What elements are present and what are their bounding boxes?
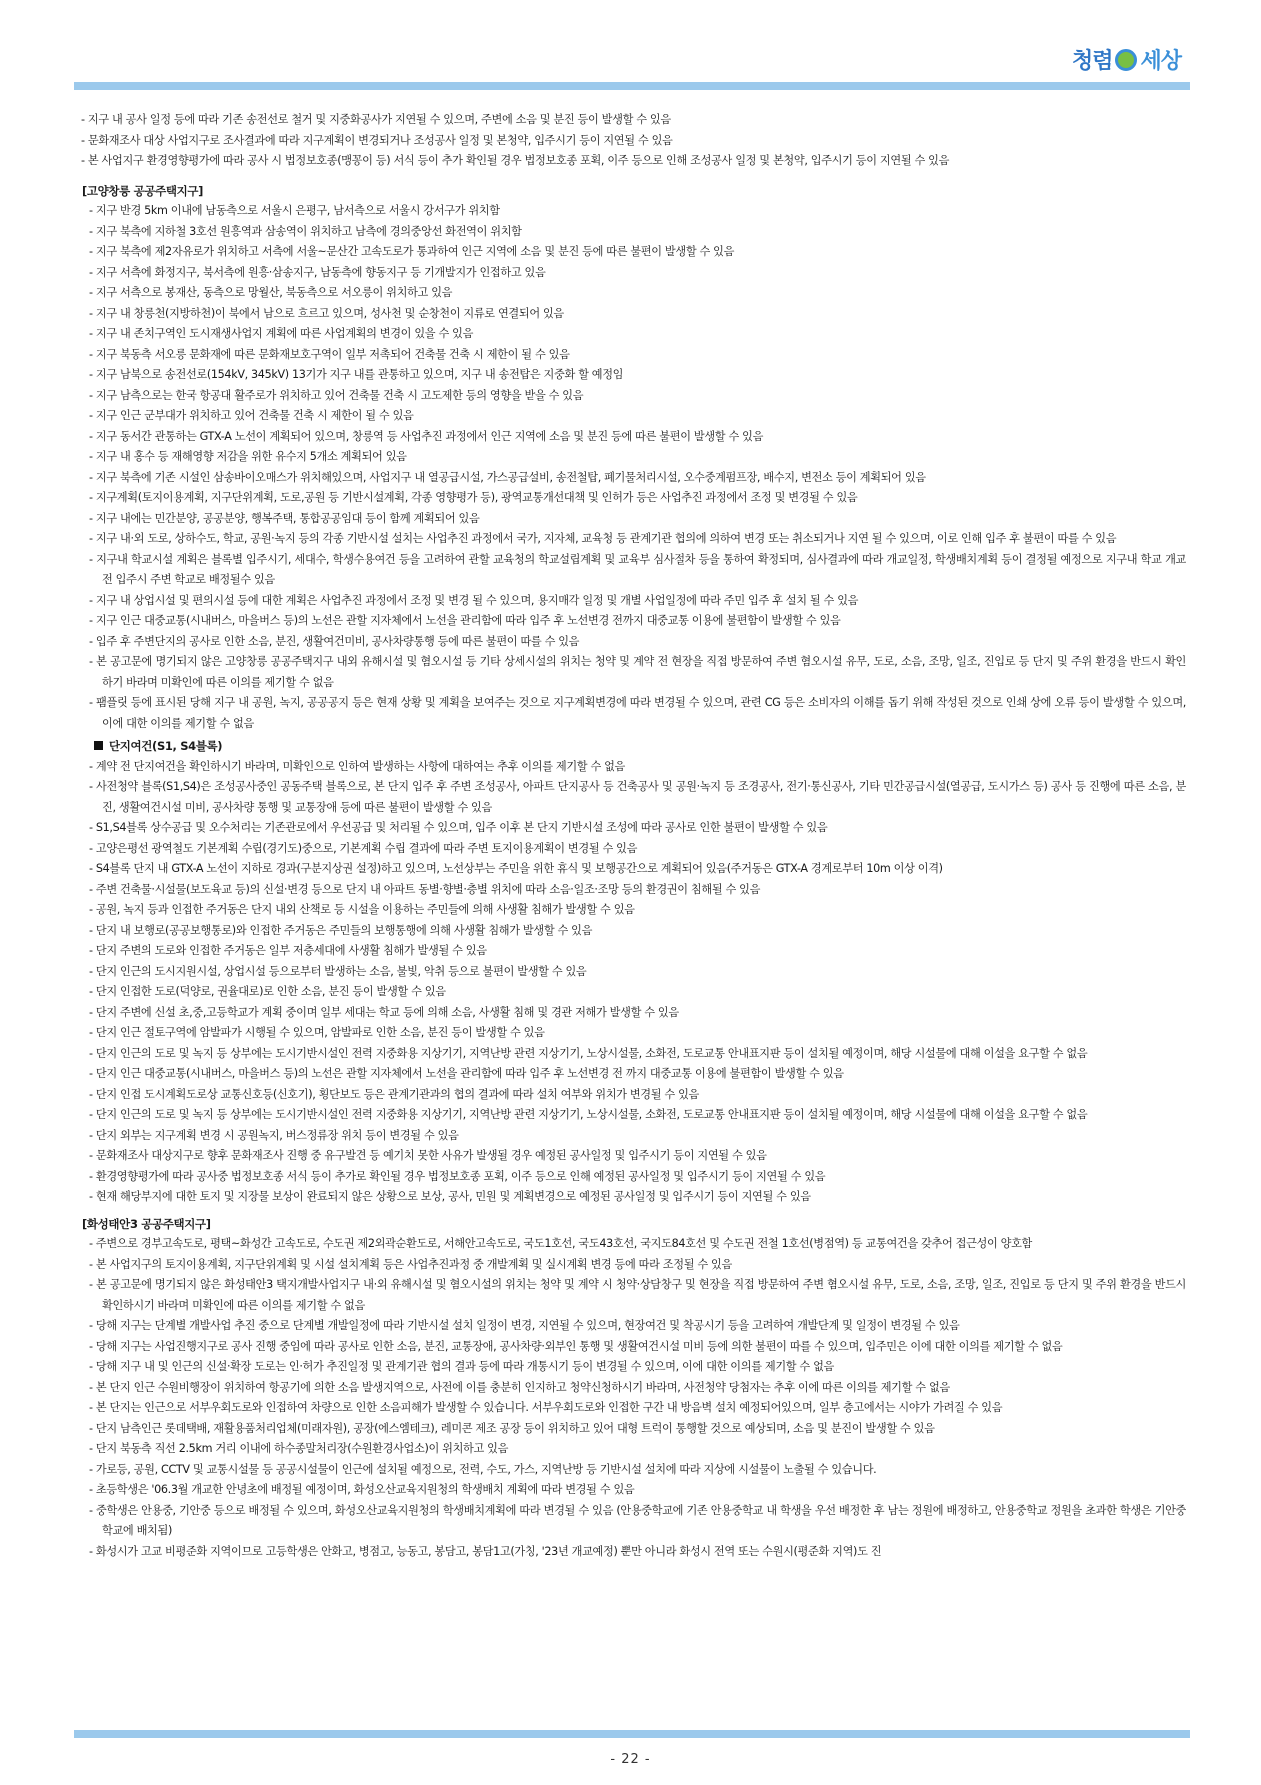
list-item: - 팸플릿 등에 표시된 당해 지구 내 공원, 녹지, 공공공지 등은 현재 상황 및 계획을 보여주는 것으로 지구계획변경에 따라 변경될 수 있으며, 관련 CG 등은 소비자의 이해를 돕기 위해 작성된 것으로 인쇄 상에 오류 등이 발생할 수 있으며, 이에 대한 이의를 제기할 수 없음 [89, 696, 1186, 730]
list-item: - 지구 동서간 관통하는 GTX-A 노선이 계획되어 있으며, 창릉역 등 사업추진 과정에서 인근 지역에 소음 및 분진 등에 따른 불편이 발생할 수 있음 [89, 429, 764, 443]
goyang-item-list [80, 201, 1186, 734]
list-item: - 단지 주변에 신설 초,중,고등학교가 계획 중이며 일부 세대는 학교 등에 의해 소음, 사생활 침해 및 경관 저해가 발생할 수 있음 [89, 1005, 679, 1019]
clean-world-logo [1072, 44, 1181, 75]
list-item: - 본 사업지구의 토지이용계획, 지구단위계획 및 시설 설치계획 등은 사업추진과정 중 개발계획 및 실시계획 변경 등에 따라 조정될 수 있음 [89, 1257, 732, 1271]
header-rule [74, 82, 1190, 90]
footer-rule [74, 1730, 1190, 1738]
goyang-section [80, 181, 1186, 735]
list-item: - 지구내 학교시설 계획은 블록별 입주시기, 세대수, 학생수용여건 등을 고려하여 관할 교육청의 학교설립계획 및 교육부 심사절차 등을 통하여 확정되며, 심사결과에 따라 개교일정, 학생배치계획 등이 결정될 예정으로 지구내 학교 개교전 입주시 주변 학교로 배정될수 있음 [89, 552, 1186, 586]
list-item: - 단지 내 보행로(공공보행통로)와 인접한 주거동은 주민들의 보행통행에 의해 사생활 침해가 발생할 수 있음 [89, 923, 593, 937]
logo-text-second: 세상 [1140, 49, 1181, 74]
list-item: - 문화재조사 대상 사업지구로 조사결과에 따라 지구계획이 변경되거나 조성공사 일정 및 본청약, 입주시기 등이 지연될 수 있음 [81, 133, 673, 147]
list-item: - 지구 북동측 서오릉 문화재에 따른 문화재보호구역이 일부 저촉되어 건축물 건축 시 제한이 될 수 있음 [89, 347, 570, 361]
hwaseong-section-title: [화성태안3 공공주택지구] [82, 1216, 211, 1231]
list-item: - 지구 인근 군부대가 위치하고 있어 건축물 건축 시 제한이 될 수 있음 [89, 409, 414, 422]
list-item: - 지구 내 창릉천(지방하천)이 북에서 남으로 흐르고 있으며, 성사천 및 순창천이 지류로 연결되어 있음 [89, 306, 564, 320]
list-item: - 본 사업지구 환경영향평가에 따라 공사 시 법정보호종(맹꽁이 등) 서식 등이 추가 확인될 경우 법정보호종 포획, 이주 등으로 인해 조성공사 일정 및 본청약, 입주시기 등이 지연될 수 있음 [81, 154, 950, 167]
list-item: - 지구 남북으로 송전선로(154kV, 345kV) 13기가 지구 내를 관통하고 있으며, 지구 내 송전탑은 지중화 할 예정임 [89, 368, 624, 381]
list-item: - 본 공고문에 명기되지 않은 화성태안3 택지개발사업지구 내·외 유해시설 및 혐오시설의 위치는 청약 및 계약 시 청약·상담창구 및 현장을 직접 방문하여 주변 혐오시설 유무, 도로, 소음, 조망, 일조, 진입로 등 단지 및 주위 환경을 반드시 확인하시기 바라며 미확인에 따른 이의를 제기할 수 없음 [89, 1278, 1186, 1312]
list-item: - 단지 인근 대중교통(시내버스, 마을버스 등)의 노선은 관할 지자체에서 노선을 관리함에 따라 입주 후 노선변경 전 까지 대중교통 이용에 불편함이 발생할 수 있음 [89, 1067, 844, 1080]
list-item: - 지구 북측에 기존 시설인 삼송바이오매스가 위치해있으며, 사업지구 내 열공급시설, 가스공급설비, 송전철탑, 폐기물처리시설, 오수중계펌프장, 배수지, 변전소 등이 계획되어 있음 [89, 470, 926, 484]
page-number: - 22 - [610, 1752, 651, 1767]
list-item: - 지구계획(토지이용계획, 지구단위계획, 도로,공원 등 기반시설계획, 각종 영향평가 등), 광역교통개선대책 및 인허가 등은 사업추진 과정에서 조정 및 변경될 수 있음 [89, 491, 858, 504]
hwaseong-section [80, 1214, 1186, 1563]
list-item: - 지구 서측에 화정지구, 북서측에 원흥·삼송지구, 남동측에 향동지구 등 기개발지가 인접하고 있음 [89, 265, 546, 279]
list-item: - 입주 후 주변단지의 공사로 인한 소음, 분진, 생활여건미비, 공사차량통행 등에 따른 불편이 따를 수 있음 [89, 634, 580, 648]
list-item: - 단지 주변의 도로와 인접한 주거동은 일부 저층세대에 사생활 침해가 발생될 수 있음 [89, 944, 487, 957]
list-item: - 단지 인근의 도로 및 녹지 등 상부에는 도시기반시설인 전력 지중화용 지상기기, 지역난방 관련 지상기기, 노상시설물, 소화전, 도로교통 안내표지판 등이 설치될 예정이며, 해당 시설물에 대해 이설을 요구할 수 없음 [89, 1108, 1088, 1121]
list-item: - 본 단지는 인근으로 서부우회도로와 인접하여 차량으로 인한 소음피해가 발생할 수 있습니다. 서부우회도로와 인접한 구간 내 방음벽 설치 예정되어있으며, 일부 층고에서는 시야가 가려질 수 있음 [89, 1401, 1003, 1414]
list-item: - 초등학생은 '06.3월 개교한 안녕초에 배정될 예정이며, 화성오산교육지원청의 학생배치 계획에 따라 변경될 수 있음 [89, 1483, 635, 1496]
list-item: - 단지 인접한 도로(덕양로, 권율대로)로 인한 소음, 분진 등이 발생할 수 있음 [89, 985, 446, 998]
list-item: - 문화재조사 대상지구로 향후 문화재조사 진행 중 유구발견 등 예기치 못한 사유가 발생될 경우 예정된 공사일정 및 입주시기 등이 지연될 수 있음 [89, 1149, 767, 1162]
list-item: - 지구 내 상업시설 및 편의시설 등에 대한 계획은 사업추진 과정에서 조정 및 변경 될 수 있으며, 용지매각 일정 및 개별 사업일정에 따라 주민 입주 후 설치 될 수 있음 [89, 593, 859, 607]
list-item: - S4블록 단지 내 GTX-A 노선이 지하로 경과(구분지상권 설정)하고 있으며, 노선상부는 주민을 위한 휴식 및 보행공간으로 계획되어 있음(주거동은 GTX-A 경계로부터 10m 이상 이격) [89, 862, 943, 875]
square-bullet-icon [94, 741, 103, 750]
list-item: - 당해 지구는 사업진행지구로 공사 진행 중임에 따라 공사로 인한 소음, 분진, 교통장애, 공사차량·외부인 통행 및 생활여건시설 미비 등에 의한 불편이 따를 수 있으며, 입주민은 이에 대한 이의를 제기할 수 없음 [89, 1339, 1063, 1353]
list-item: - 단지 인근의 도로 및 녹지 등 상부에는 도시기반시설인 전력 지중화용 지상기기, 지역난방 관련 지상기기, 노상시설물, 소화전, 도로교통 안내표지판 등이 설치될 예정이며, 해당 시설물에 대해 이설을 요구할 수 없음 [89, 1046, 1088, 1060]
list-item: - 본 공고문에 명기되지 않은 고양창릉 공공주택지구 내외 유해시설 및 혐오시설 등 기타 상세시설의 위치는 청약 및 계약 전 현장을 직접 방문하여 주변 혐오시설 유무, 도로, 소음, 조망, 일조, 진입로 등 단지 및 주위 환경을 반드시 확인하기 바라며 미확인에 따른 이의를 제기할 수 없음 [89, 655, 1186, 689]
list-item: - 단지 인근 절토구역에 암발파가 시행될 수 있으며, 암발파로 인한 소음, 분진 등이 발생할 수 있음 [89, 1026, 545, 1039]
complex-conditions-title-text: 단지여건(S1, S4블록) [109, 739, 223, 753]
complex-conditions-item-list [80, 757, 1186, 1208]
list-item: - 환경영향평가에 따라 공사중 법정보호종 서식 등이 추가로 확인될 경우 법정보호종 포획, 이주 등으로 인해 예정된 공사일정 및 입주시기 등이 지연될 수 있음 [89, 1169, 826, 1183]
hwaseong-item-list [80, 1234, 1186, 1562]
list-item: - 지구 내·외 도로, 상하수도, 학교, 공원·녹지 등의 각종 기반시설 설치는 사업추진 과정에서 국가, 지자체, 교육청 등 관계기관 협의에 의하여 변경 또는 취소되거나 지연 될 수 있으며, 이로 인해 입주 후 불편이 따를 수 있음 [89, 532, 1117, 545]
list-item: - 사전청약 블록(S1,S4)은 조성공사중인 공동주택 블록으로, 본 단지 입주 후 주변 조성공사, 아파트 단지공사 등 건축공사 및 공원·녹지 등 조경공사, 전기·통신공사, 기타 민간공급시설(열공급, 도시가스 등) 공사 등 진행에 따른 소음, 분진, 생활여건시설 미비, 공사차량 통행 및 교통장애 등에 따른 불편이 발생할 수 있음 [89, 780, 1186, 814]
intro-list [80, 110, 1186, 172]
list-item: - 지구 북측에 제2자유로가 위치하고 서측에 서울~문산간 고속도로가 통과하여 인근 지역에 소음 및 분진 등에 따른 불편이 발생할 수 있음 [89, 245, 735, 258]
list-item: - 단지 인접 도시계획도로상 교통신호등(신호기), 횡단보도 등은 관계기관과의 협의 결과에 따라 설치 여부와 위치가 변경될 수 있음 [89, 1087, 699, 1101]
list-item: - 지구 북측에 지하철 3호선 원흥역과 삼송역이 위치하고 남측에 경의중앙선 화전역이 위치함 [89, 224, 522, 238]
list-item: - 가로등, 공원, CCTV 및 교통시설물 등 공공시설물이 인근에 설치될 예정으로, 전력, 수도, 가스, 지역난방 등 기반시설 설치에 따라 지상에 시설물이 노출될 수 있습니다. [89, 1462, 877, 1476]
list-item: - 지구 내 공사 일정 등에 따라 기존 송전선로 철거 및 지중화공사가 지연될 수 있으며, 주변에 소음 및 분진 등이 발생할 수 있음 [81, 113, 671, 126]
list-item: - 지구 인근 대중교통(시내버스, 마을버스 등)의 노선은 관할 지자체에서 노선을 관리함에 따라 입주 후 노선변경 전까지 대중교통 이용에 불편함이 발생할 수 있음 [89, 614, 841, 627]
list-item: - 지구 내에는 민간분양, 공공분양, 행복주택, 통합공공임대 등이 함께 계획되어 있음 [89, 511, 480, 525]
list-item: - 주변 건축물·시설물(보도육교 등)의 신설·변경 등으로 단지 내 아파트 동별·향별·층별 위치에 따라 소음·일조·조망 등의 환경권이 침해될 수 있음 [89, 882, 761, 896]
document-body [80, 110, 1186, 1722]
list-item: - 단지 북동측 직선 2.5km 거리 이내에 하수종말처리장(수원환경사업소)이 위치하고 있음 [89, 1442, 509, 1455]
list-item: - S1,S4블록 상수공급 및 오수처리는 기존관로에서 우선공급 및 처리될 수 있으며, 입주 이후 본 단지 기반시설 조성에 따라 공사로 인한 불편이 발생할 수 있음 [89, 821, 828, 834]
list-item: - 현재 해당부지에 대한 토지 및 지장물 보상이 완료되지 않은 상황으로 보상, 공사, 민원 및 계획변경으로 예정된 공사일정 및 입주시기 등이 지연될 수 있음 [89, 1190, 811, 1203]
complex-conditions-section [80, 736, 1186, 1208]
logo-circle-icon [1115, 49, 1137, 71]
list-item: - 공원, 녹지 등과 인접한 주거동은 단지 내외 산책로 등 시설을 이용하는 주민들에 의해 사생활 침해가 발생할 수 있음 [89, 903, 635, 916]
list-item: - 단지 남측인근 롯데택배, 재활용품처리업체(미래자원), 공장(에스엠테크), 레미콘 제조 공장 등이 위치하고 있어 대형 트럭이 통행할 것으로 예상되며, 소음 및 분진이 발생할 수 있음 [89, 1421, 935, 1435]
logo-text-first: 청렴 [1071, 49, 1113, 74]
list-item: - 당해 지구 내 및 인근의 신설·확장 도로는 인·허가 추진일정 및 관계기관 협의 결과 등에 따라 개통시기 등이 변경될 수 있으며, 이에 대한 이의를 제기할 수 없음 [89, 1360, 835, 1373]
list-item: - 고양은평선 광역철도 기본계획 수립(경기도)중으로, 기본계획 수립 결과에 따라 주변 토지이용계획이 변경될 수 있음 [89, 841, 638, 855]
complex-conditions-title [80, 736, 1186, 757]
list-item: - 지구 반경 5km 이내에 남동측으로 서울시 은평구, 남서측으로 서울시 강서구가 위치함 [89, 204, 500, 217]
list-item: - 지구 내 홍수 등 재해영향 저감을 위한 유수지 5개소 계획되어 있음 [89, 450, 407, 463]
list-item: - 당해 지구는 단계별 개발사업 추진 중으로 단계별 개발일정에 따라 기반시설 설치 일정이 변경, 지연될 수 있으며, 현장여건 및 착공시기 등을 고려하여 개발단계 및 일정이 변경될 수 있음 [89, 1319, 960, 1332]
list-item: - 단지 외부는 지구계획 변경 시 공원녹지, 버스정류장 위치 등이 변경될 수 있음 [89, 1128, 459, 1142]
list-item: - 화성시가 고교 비평준화 지역이므로 고등학생은 안화고, 병점고, 능동고, 봉담고, 봉담1고(가칭, '23년 개교예정) 뿐만 아니라 화성시 전역 또는 수원시(평준화 지역)도 진 [89, 1544, 882, 1558]
list-item: - 중학생은 안용중, 기안중 등으로 배정될 수 있으며, 화성오산교육지원청의 학생배치계획에 따라 변경될 수 있음 (안용중학교에 기존 안용중학교 내 학생을 우선 배정한 후 남는 정원에 배정하고, 안용중학교 정원을 초과한 학생은 기안중학교에 배치됨) [89, 1503, 1186, 1537]
list-item: - 계약 전 단지여건을 확인하시기 바라며, 미확인으로 인하여 발생하는 사항에 대하여는 추후 이의를 제기할 수 없음 [89, 759, 626, 773]
list-item: - 지구 서측으로 봉재산, 동측으로 망월산, 북동측으로 서오릉이 위치하고 있음 [89, 286, 453, 299]
goyang-section-title: [고양창릉 공공주택지구] [82, 183, 204, 198]
list-item: - 지구 내 존치구역인 도시재생사업지 계획에 따른 사업계획의 변경이 있을 수 있음 [89, 327, 474, 340]
list-item: - 주변으로 경부고속도로, 평택~화성간 고속도로, 수도권 제2외곽순환도로, 서해안고속도로, 국도1호선, 국도43호선, 국지도84호선 및 수도권 전철 1호선(병점역) 등 교통여건을 갖추어 접근성이 양호함 [89, 1237, 1033, 1250]
list-item: - 본 단지 인근 수원비행장이 위치하여 항공기에 의한 소음 발생지역으로, 사전에 이를 충분히 인지하고 청약신청하시기 바라며, 사전청약 당첨자는 추후 이에 따른 이의를 제기할 수 없음 [89, 1380, 950, 1394]
list-item: - 지구 남측으로는 한국 항공대 활주로가 위치하고 있어 건축물 건축 시 고도제한 등의 영향을 받을 수 있음 [89, 388, 584, 402]
list-item: - 단지 인근의 도시지원시설, 상업시설 등으로부터 발생하는 소음, 불빛, 악취 등으로 불편이 발생할 수 있음 [89, 964, 587, 978]
